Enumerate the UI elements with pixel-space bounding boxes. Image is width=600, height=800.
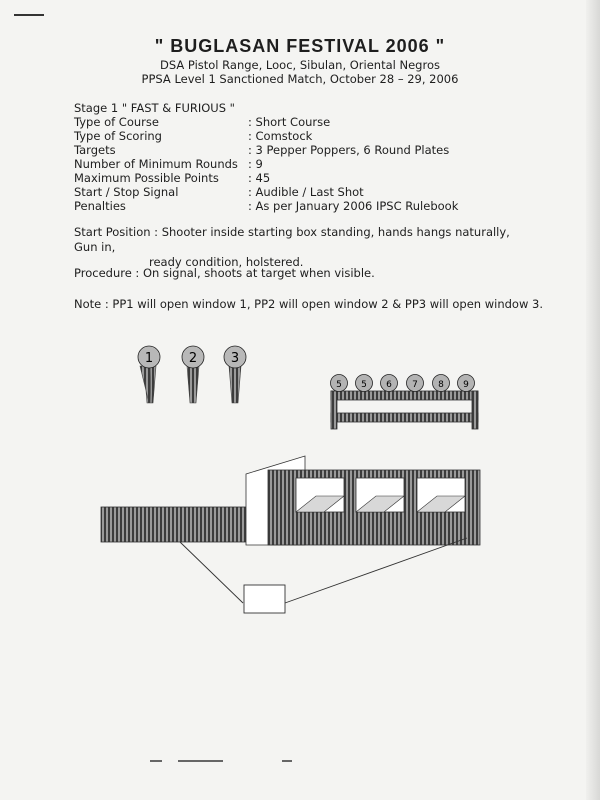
stage-name: Stage 1 " FAST & FURIOUS " bbox=[74, 101, 235, 115]
venue-subtitle: DSA Pistol Range, Looc, Sibulan, Oriental Negros bbox=[160, 58, 440, 72]
detail-row-targets bbox=[74, 143, 534, 158]
detail-label: Type of Course bbox=[74, 115, 159, 129]
window-2 bbox=[356, 478, 404, 512]
detail-value: : Short Course bbox=[248, 115, 331, 129]
start-position-line: ready condition, holstered. bbox=[149, 255, 304, 269]
detail-label: Maximum Possible Points bbox=[74, 171, 219, 185]
detail-label: Number of Minimum Rounds bbox=[74, 157, 238, 171]
window-3 bbox=[417, 478, 465, 512]
window-1 bbox=[296, 478, 344, 512]
detail-value: : 3 Pepper Poppers, 6 Round Plates bbox=[248, 143, 450, 157]
scan-mark bbox=[14, 14, 44, 16]
plate-number: 8 bbox=[438, 380, 444, 390]
start-position-text bbox=[74, 225, 534, 270]
plate-number: 5 bbox=[361, 380, 367, 390]
pepper-popper-2 bbox=[182, 346, 204, 403]
scan-marks bbox=[150, 760, 450, 762]
detail-label: Type of Scoring bbox=[74, 129, 162, 143]
note-text: Note : PP1 will open window 1, PP2 will open window 2 & PP3 will open window 3. bbox=[74, 297, 543, 311]
detail-value: : Audible / Last Shot bbox=[248, 185, 364, 199]
round-plates bbox=[331, 375, 475, 392]
popper-number: 2 bbox=[188, 351, 198, 366]
starting-box bbox=[244, 585, 285, 613]
detail-value: : Comstock bbox=[248, 129, 313, 143]
detail-row-penalties bbox=[74, 199, 534, 214]
popper-number: 3 bbox=[230, 351, 240, 366]
pepper-popper-1 bbox=[138, 346, 160, 403]
detail-label: Targets bbox=[74, 143, 116, 157]
plate-number: 6 bbox=[386, 380, 392, 390]
detail-row-signal bbox=[74, 185, 534, 200]
plate-rack bbox=[331, 391, 478, 429]
procedure-text: Procedure : On signal, shoots at target when visible. bbox=[74, 266, 375, 280]
detail-label: Penalties bbox=[74, 199, 126, 213]
detail-row-rounds bbox=[74, 157, 534, 172]
stage-diagram bbox=[0, 320, 600, 620]
plate-number: 9 bbox=[463, 380, 469, 390]
detail-value: : As per January 2006 IPSC Rulebook bbox=[248, 199, 459, 213]
plate-number: 7 bbox=[412, 380, 418, 390]
left-wall bbox=[101, 507, 267, 542]
pepper-popper-3 bbox=[224, 346, 246, 403]
fault-line-right bbox=[285, 538, 467, 603]
start-position-line: Start Position : Shooter inside starting box standing, hands hangs naturally, Gun in, bbox=[74, 225, 510, 254]
detail-label: Start / Stop Signal bbox=[74, 185, 179, 199]
fault-line-left bbox=[180, 542, 243, 603]
match-subtitle: PPSA Level 1 Sanctioned Match, October 28 – 29, 2006 bbox=[141, 72, 459, 86]
detail-row-points bbox=[74, 171, 534, 186]
popper-number: 1 bbox=[144, 351, 154, 366]
detail-value: : 9 bbox=[248, 157, 263, 171]
detail-row-scoring bbox=[74, 129, 534, 144]
detail-row-course bbox=[74, 115, 534, 130]
detail-value: : 45 bbox=[248, 171, 271, 185]
document-title: " BUGLASAN FESTIVAL 2006 " bbox=[154, 36, 446, 56]
plate-number: 5 bbox=[336, 380, 342, 390]
